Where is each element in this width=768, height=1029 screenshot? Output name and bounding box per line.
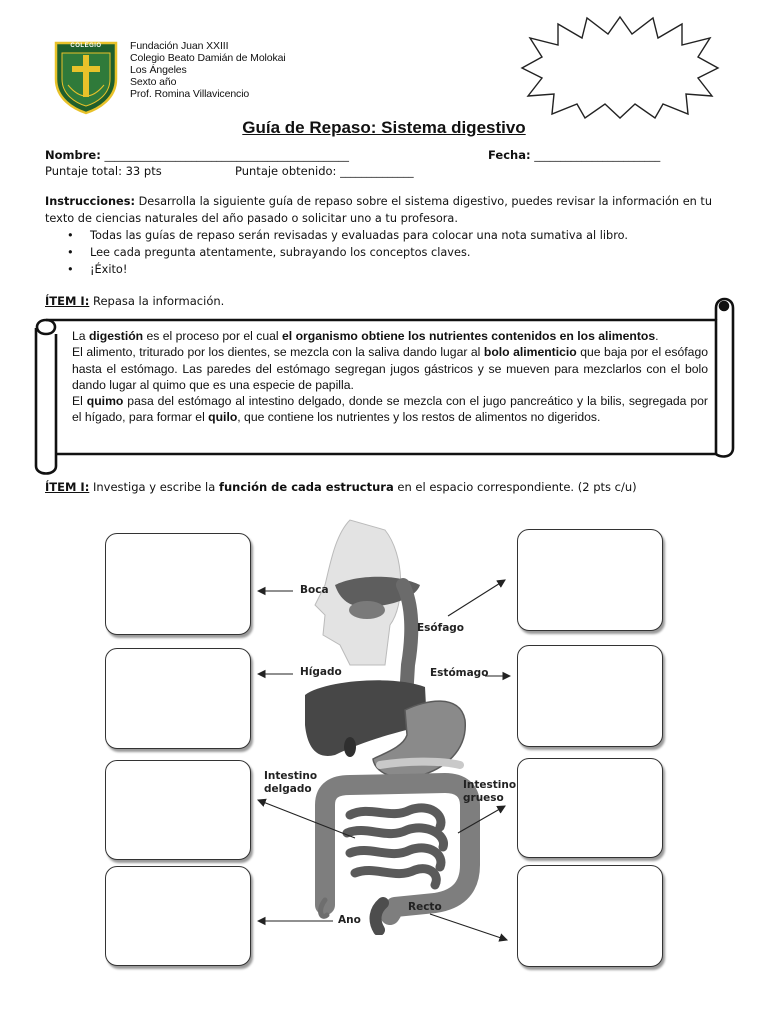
puntaje-obtenido-field[interactable]: ______________ bbox=[340, 166, 414, 178]
digestive-system-illustration bbox=[255, 515, 520, 935]
item2-label: ÍTEM I: bbox=[45, 480, 90, 494]
school-logo bbox=[54, 41, 118, 115]
label-ano: Ano bbox=[338, 914, 361, 926]
starburst-icon bbox=[520, 14, 720, 120]
scroll-paragraph-2 bbox=[72, 344, 708, 393]
label-intestino-delgado-line1: Intestino bbox=[264, 770, 318, 782]
text-span: El bbox=[72, 394, 87, 409]
text-span: La bbox=[72, 329, 89, 343]
page-title: Guía de Repaso: Sistema digestivo bbox=[242, 118, 526, 137]
text-span: que baja por el esófago hasta el estómago. Las paredes del estómago segregan jugos gástricos y se mueven para mezclarlos con el bolo dando lugar al quimo que es una especie de papilla. bbox=[72, 345, 709, 392]
school-shield-icon bbox=[54, 41, 118, 115]
item1-text: Repasa la información. bbox=[92, 294, 225, 308]
instructions-label: Instrucciones: bbox=[45, 195, 135, 208]
nombre-field[interactable]: ________________________________________________ bbox=[104, 151, 349, 162]
list-item: • Todas las guías de repaso serán revisadas y evaluadas para colocar una nota sumativa al libro. bbox=[45, 227, 725, 244]
label-esofago: Esófago bbox=[417, 622, 465, 634]
text-span: pasa del estómago al intestino delgado, donde se mezcla con el jugo pancreático y la bilis, segregada por el hígado, para formar el bbox=[72, 394, 708, 425]
label-recto: Recto bbox=[408, 901, 442, 913]
label-intestino-delgado-line2: delgado bbox=[264, 783, 312, 795]
fecha-field[interactable]: ________________________ bbox=[534, 150, 661, 162]
list-item: • ¡Éxito! bbox=[45, 261, 725, 278]
answer-box-ano[interactable] bbox=[105, 866, 251, 966]
fecha-label: Fecha: bbox=[488, 148, 531, 162]
logo-top-text: COLEGIO bbox=[70, 43, 102, 49]
term-definition: el organismo obtiene los nutrientes contenidos en los alimentos bbox=[282, 329, 656, 343]
puntaje-obtenido-row bbox=[235, 164, 414, 178]
term-quimo: quimo bbox=[86, 394, 124, 409]
school-foundation: Fundación Juan XXIII bbox=[130, 40, 229, 52]
text-span: El alimento, triturado por los dientes, se mezcla con la saliva dando lugar al bbox=[72, 345, 484, 360]
answer-box-esofago[interactable] bbox=[517, 529, 663, 631]
label-intestino-delgado bbox=[264, 770, 317, 796]
label-intestino-grueso bbox=[463, 779, 516, 805]
puntaje-obtenido-label: Puntaje obtenido: bbox=[235, 164, 337, 178]
item2-text-a: Investiga y escribe la bbox=[92, 480, 219, 494]
puntaje-total: Puntaje total: 33 pts bbox=[45, 164, 162, 178]
item1-label: ÍTEM I: bbox=[45, 294, 90, 308]
digestive-system-diagram bbox=[255, 515, 520, 935]
school-city: Los Ángeles bbox=[130, 64, 187, 76]
answer-box-estomago[interactable] bbox=[517, 645, 663, 747]
nombre-label: Nombre: bbox=[45, 148, 101, 162]
item2-text-c: en el espacio correspondiente. (2 pts c/u) bbox=[393, 480, 637, 494]
school-grade: Sexto año bbox=[130, 76, 177, 88]
fecha-row bbox=[488, 148, 660, 162]
text-span: , que contiene los nutrientes y los restos de alimentos no digeridos. bbox=[237, 410, 601, 425]
text-span: es el proceso por el cual bbox=[143, 329, 283, 343]
school-info bbox=[130, 40, 390, 100]
label-estomago: Estómago bbox=[430, 667, 489, 679]
scroll-paragraph-1 bbox=[72, 328, 708, 344]
scroll-paragraph-3 bbox=[72, 393, 708, 426]
instructions-text: Desarrolla la siguiente guía de repaso sobre el sistema digestivo, puedes revisar la información en tu texto de ciencias naturales del año pasado o solicitar uno a tu profesora. bbox=[45, 195, 712, 225]
nombre-row bbox=[45, 148, 349, 162]
answer-box-intestino-grueso[interactable] bbox=[517, 758, 663, 858]
answer-box-recto[interactable] bbox=[517, 865, 663, 967]
label-higado: Hígado bbox=[300, 666, 342, 678]
answer-box-boca[interactable] bbox=[105, 533, 251, 635]
list-item: • Lee cada pregunta atentamente, subrayando los conceptos claves. bbox=[45, 244, 725, 261]
grade-starburst bbox=[520, 14, 720, 120]
text-span: . bbox=[655, 329, 659, 343]
instructions bbox=[45, 194, 723, 227]
term-digestion: digestión bbox=[88, 329, 144, 343]
scroll-text bbox=[72, 328, 708, 426]
school-teacher: Prof. Romina Villavicencio bbox=[130, 88, 250, 100]
item2-text-b: función de cada estructura bbox=[218, 480, 394, 494]
answer-box-intestino-delgado[interactable] bbox=[105, 760, 251, 860]
school-name: Colegio Beato Damián de Molokai bbox=[130, 52, 286, 64]
label-intestino-grueso-line2: grueso bbox=[463, 792, 504, 804]
item2-heading bbox=[45, 480, 637, 494]
label-boca: Boca bbox=[300, 584, 329, 596]
term-quilo: quilo bbox=[208, 410, 238, 425]
instructions-list bbox=[45, 227, 725, 278]
label-intestino-grueso-line1: Intestino bbox=[463, 779, 517, 791]
answer-box-higado[interactable] bbox=[105, 648, 251, 749]
term-bolo: bolo alimenticio bbox=[483, 345, 577, 360]
